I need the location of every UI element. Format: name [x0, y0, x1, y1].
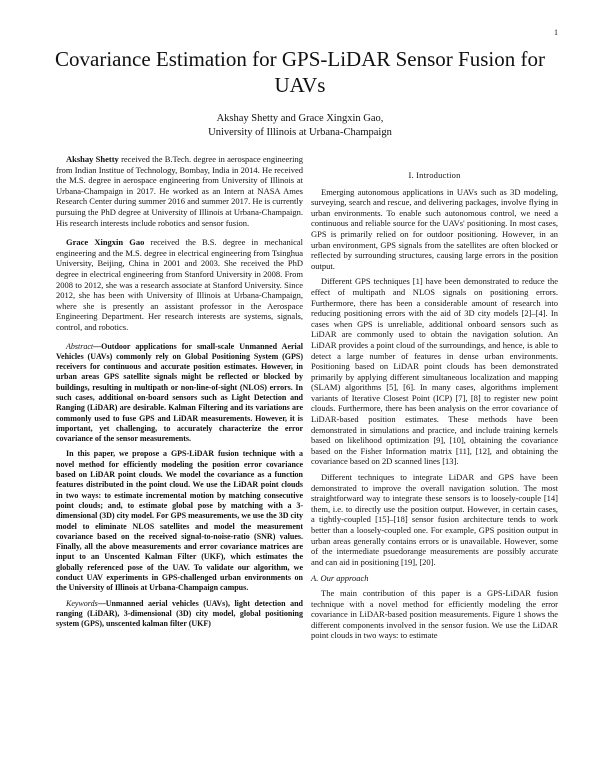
author-affiliation: University of Illinois at Urbana-Champaign	[208, 127, 392, 138]
keywords-paragraph	[56, 599, 303, 630]
page-number: 1	[554, 28, 558, 37]
body-paragraph: The main contribution of this paper is a GPS-LiDAR fusion technique with a novel method for efficiently modeling the error covariance in LiDAR-based position measurements. Figure 1 shows the different components involved in the sensor fusion. We use the LiDAR point clouds in two ways: to estimate	[311, 587, 558, 641]
bio-name: Grace Xingxin Gao	[66, 237, 145, 248]
right-column	[311, 170, 558, 646]
body-paragraph: Different techniques to integrate LiDAR and GPS have been demonstrated to improve the overall navigation solution. The most straightforward way to integrate these sensors is to loosely-couple [14] them, i.e. to directly use the position output. However, in certain cases, a tightly-coupled [15]–[18] sensor fusion architecture tends to work better than a loosely-coupled one. For example, GPS position output in urban areas generally contains errors or is unavailable. However, some of the intermediate psuedorange measurements are possibly accurate and can aid in positioning [19], [20].	[311, 472, 558, 567]
left-column	[56, 154, 303, 635]
body-paragraph: Emerging autonomous applications in UAVs such as 3D modeling, surveying, search and rescue, and delivering packages, involve flying in urban environments. To enable such autonomous control, we need a continuous and reliable source for the UAVs' positioning. In most cases, GPS is primarily relied on for outdoor positioning. However, in an urban environment, GPS signals from the satellites are often blocked or reflected by surrounding structures, causing large errors in the position output.	[311, 186, 558, 271]
bio-text: received the B.S. degree in mechanical engineering and the M.S. degree in electrical engineering from Tsinghua University, Beijing, China in 2001 and 2003. She received the PhD degree in electrical engineering from Stanford University in 2008. From 2008 to 2012, she was a research associate at Stanford University. Since 2012, she has been with University of Illinois at Urbana-Champaign, where she is presently an assistant professor in the Aerospace Engineering Department. Her research interests are systems, signals, control, and robotics.	[56, 237, 303, 332]
author-bio-gao	[56, 237, 303, 332]
bio-text: received the B.Tech. degree in aerospace engineering from Indian Institue of Technology, Bombay, India in 2014. He received the M.S. degree in aerospace engineering from University of Illinois at Urbana-Champaign in 2017. He worked as an Intern at NASA Ames Research Center during summer 2016 and summer 2017. He is currently pursuing the PhD degree at University of Illinois at Urbana-Champaign. His research interests include robotics and sensor fusion.	[56, 154, 303, 228]
body-paragraph: Different GPS techniques [1] have been demonstrated to reduce the effect of multipath and NLOS signals on positioning errors. Furthermore, there has been a considerable amount of research into reducing positioning errors with the aid of 3D city models [2]–[4]. In cases when GPS is unreliable, additional onboard sensors such as LiDAR are commonly used to obtain the navigation solution. An LiDAR provides a point cloud of the surroundings, and hence, is able to detect a large number of features in dense urban environments. Positioning based on LiDAR point clouds has been demonstrated primarily by applying different simultaneous localization and mapping (SLAM) algorithms [5], [6]. In many cases, algorithms implement variants of Iterative Closest Point (ICP) [7], [8] to register new point clouds. Furthermore, there has been analysis on the error covariance of LiDAR-based position estimates. These methods have been demonstrated in simulations and practice, and include training kernels based on likelihood optimization [9], [10], obtaining the covariance based on the Fisher Information matrix [11], [12], and obtaining the covariance based on 2D scanned lines [13].	[311, 276, 558, 467]
subsection-heading-approach: A. Our approach	[311, 573, 369, 584]
author-names: Akshay Shetty and Grace Xingxin Gao,	[216, 113, 384, 124]
author-block	[40, 112, 560, 140]
paper-title: Covariance Estimation for GPS-LiDAR Sensor Fusion for UAVs	[55, 47, 545, 97]
abstract-paragraph-2: In this paper, we propose a GPS-LiDAR fusion technique with a novel method for efficiently modeling the position error covariance based on LiDAR point clouds. We model the covariance as a function features distributed in the point cloud. We use the LiDAR point clouds in two ways: to estimate incremental motion by matching consecutive point clouds; and, to estimate global pose by matching with a 3-dimensional (3D) city model. For GPS measurements, we use the 3D city model to eliminate NLOS satellites and model the measurement covariance based on the received signal-to-noise-ratio (SNR) values. Finally, all the above measurements and error covariance matrices are input to an Unscented Kalman Filter (UKF), which estimates the globally referenced pose of the UAV. To validate our algorithm, we conduct UAV experiments in GPS-challenged urban environments on the University of Illinois at Urbana-Champaign campus.	[56, 449, 303, 593]
abstract-text: —Outdoor applications for small-scale Unmanned Aerial Vehicles (UAVs) commonly rely on Global Positioning System (GPS) receivers for continuous and accurate position estimates. However, in urban areas GPS satellite signals might be reflected or blocked by buildings, resulting in multipath or non-line-of-sight (NLOS) errors. In such cases, additional on-board sensors such as Light Detection and Ranging (LiDAR) are desirable. Kalman Filtering and its variations are commonly used to fuse GPS and LiDAR measurements. However, it is important, yet challenging, to accurately characterize the error covariance of the sensor measurements.	[56, 341, 303, 444]
abstract-paragraph	[56, 342, 303, 445]
keywords-label: Keywords	[66, 598, 98, 608]
section-heading-introduction: I. Introduction	[408, 170, 461, 180]
bio-name: Akshay Shetty	[66, 154, 119, 164]
abstract-label: Abstract	[66, 341, 94, 351]
author-bio-shetty	[56, 154, 303, 228]
keywords-text: —Unmanned aerial vehicles (UAVs), light detection and ranging (LiDAR), 3-dimensional (3D) city model, global positioning system (GPS), unscented kalman filter (UKF)	[56, 598, 303, 629]
